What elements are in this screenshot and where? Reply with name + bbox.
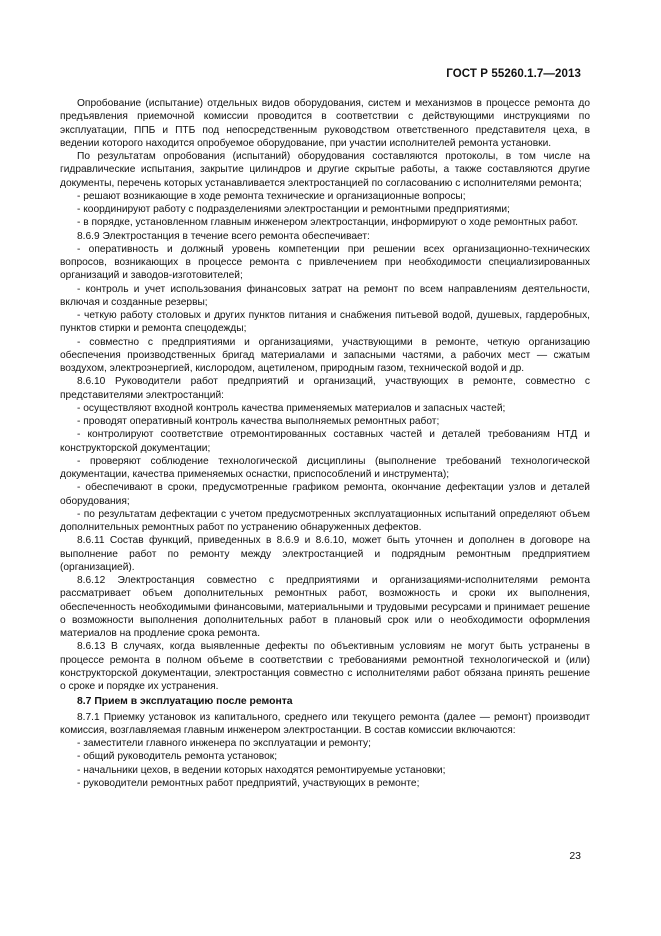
body-text (60, 97, 590, 790)
list-item: - контролируют соответствие отремонтированных составных частей и деталей требованиям НТД и конструкторской документации; (60, 429, 590, 454)
list-item: - оперативность и должный уровень компетенции при решении всех организационно-технических вопросов, возникающих в процессе ремонта с привлечением при необходимости специализированных организаций и заводов-изготовителей; (60, 243, 590, 282)
list-item: - четкую работу столовых и других пунктов питания и снабжения питьевой водой, душевых, гардеробных, пунктов стирки и ремонта спецодежды; (60, 310, 590, 335)
clause-8-6-13: 8.6.13 В случаях, когда выявленные дефекты по объективным условиям не могут быть устранены в процессе ремонта в полном объеме в соответствии с требованиями ремонтной технологической и (или) конструкторской документации, электростанция совместно с исполнителями работ обязана принять решение о сроке и порядке их устранения. (60, 641, 590, 692)
paragraph: Опробование (испытание) отдельных видов оборудования, систем и механизмов в процессе ремонта до предъявления приемочной комиссии проводится в соответствии с действующими инструкциями по эксплуатации, ППБ и ПТБ под непосредственным руководством ответственного представителя цеха, в ведении которого находится опробуемое оборудование, при участии исполнителей ремонта установки. (60, 98, 590, 149)
list-item: - контроль и учет использования финансовых затрат на ремонт по всем направлениям деятельности, включая и созданные резервы; (60, 283, 590, 308)
clause-8-6-10: 8.6.10 Руководители работ предприятий и организаций, участвующих в ремонте, совместно с представителями электростанций: (60, 376, 590, 401)
list-item: - руководители ремонтных работ предприятий, участвующих в ремонте; (77, 777, 420, 789)
clause-8-6-11: 8.6.11 Состав функций, приведенных в 8.6.9 и 8.6.10, может быть уточнен и дополнен в договоре на выполнение работ по ремонту между электростанцией и подрядным ремонтным предприятием (организацией). (60, 535, 590, 573)
page-number: 23 (569, 850, 581, 862)
list-item: - координируют работу с подразделениями электростанции и ремонтными предприятиями; (77, 204, 510, 215)
clause-8-6-12: 8.6.12 Электростанция совместно с предприятиями и организациями-исполнителями ремонта рассматривает объем дополнительных ремонтных работ, возможность и сроки их выполнения, обеспеченность необходимыми финансовыми, материальными и трудовыми ресурсами и принимает решение о возможности выполнения дополнительных работ в плановый срок или о необходимости оформления материалов на продление срока ремонта. (60, 575, 590, 639)
list-item: - осуществляют входной контроль качества применяемых материалов и запасных частей; (77, 402, 506, 414)
list-item: - общий руководитель ремонта установок; (77, 751, 278, 763)
list-item: - решают возникающие в ходе ремонта технические и организационные вопросы; (77, 190, 466, 202)
standard-code-header: ГОСТ Р 55260.1.7—2013 (446, 68, 581, 80)
list-item: - в порядке, установленном главным инженером электростанции, информируют о ходе ремонтных работ. (77, 217, 578, 229)
clause-8-7-1: 8.7.1 Приемку установок из капитального, среднего или текущего ремонта (далее — ремонт) производит комиссия, возглавляемая главным инженером электростанции. В состав комиссии включаются: (60, 711, 590, 736)
list-item: - проверяют соблюдение технологической дисциплины (выполнение требований технологической документации, качества применяемых оснастки, приспособлений и инструмента); (60, 455, 590, 480)
list-item: - по результатам дефектации с учетом предусмотренных эксплуатационных испытаний определяют объем дополнительных ремонтных работ по устранению обнаруженных дефектов. (60, 508, 590, 533)
list-item: - совместно с предприятиями и организациями, участвующими в ремонте, четкую организацию обеспечения производственных бригад материалами и запасными частями, а рабочих мест — сжатым воздухом, электроэнергией, кислородом, ацетиленом, природным газом, технической водой и др. (60, 336, 590, 374)
list-item: - обеспечивают в сроки, предусмотренные графиком ремонта, окончание дефектации узлов и деталей оборудования; (60, 482, 590, 507)
list-item: - проводят оперативный контроль качества выполняемых ремонтных работ; (77, 416, 440, 427)
list-item: - начальники цехов, в ведении которых находятся ремонтируемые установки; (77, 764, 446, 776)
paragraph: По результатам опробования (испытаний) оборудования составляются протоколы, в том числе на гидравлические испытания, закрытие цилиндров и другие скрытые работы, а также составляются другие документы, перечень которых устанавливается электростанцией по согласованию с исполнителями ремонта; (60, 151, 590, 189)
section-heading: 8.7 Прием в эксплуатацию после ремонта (77, 696, 293, 708)
list-item: - заместители главного инженера по эксплуатации и ремонту; (77, 738, 371, 749)
clause-8-6-9: 8.6.9 Электростанция в течение всего ремонта обеспечивает: (77, 230, 370, 242)
